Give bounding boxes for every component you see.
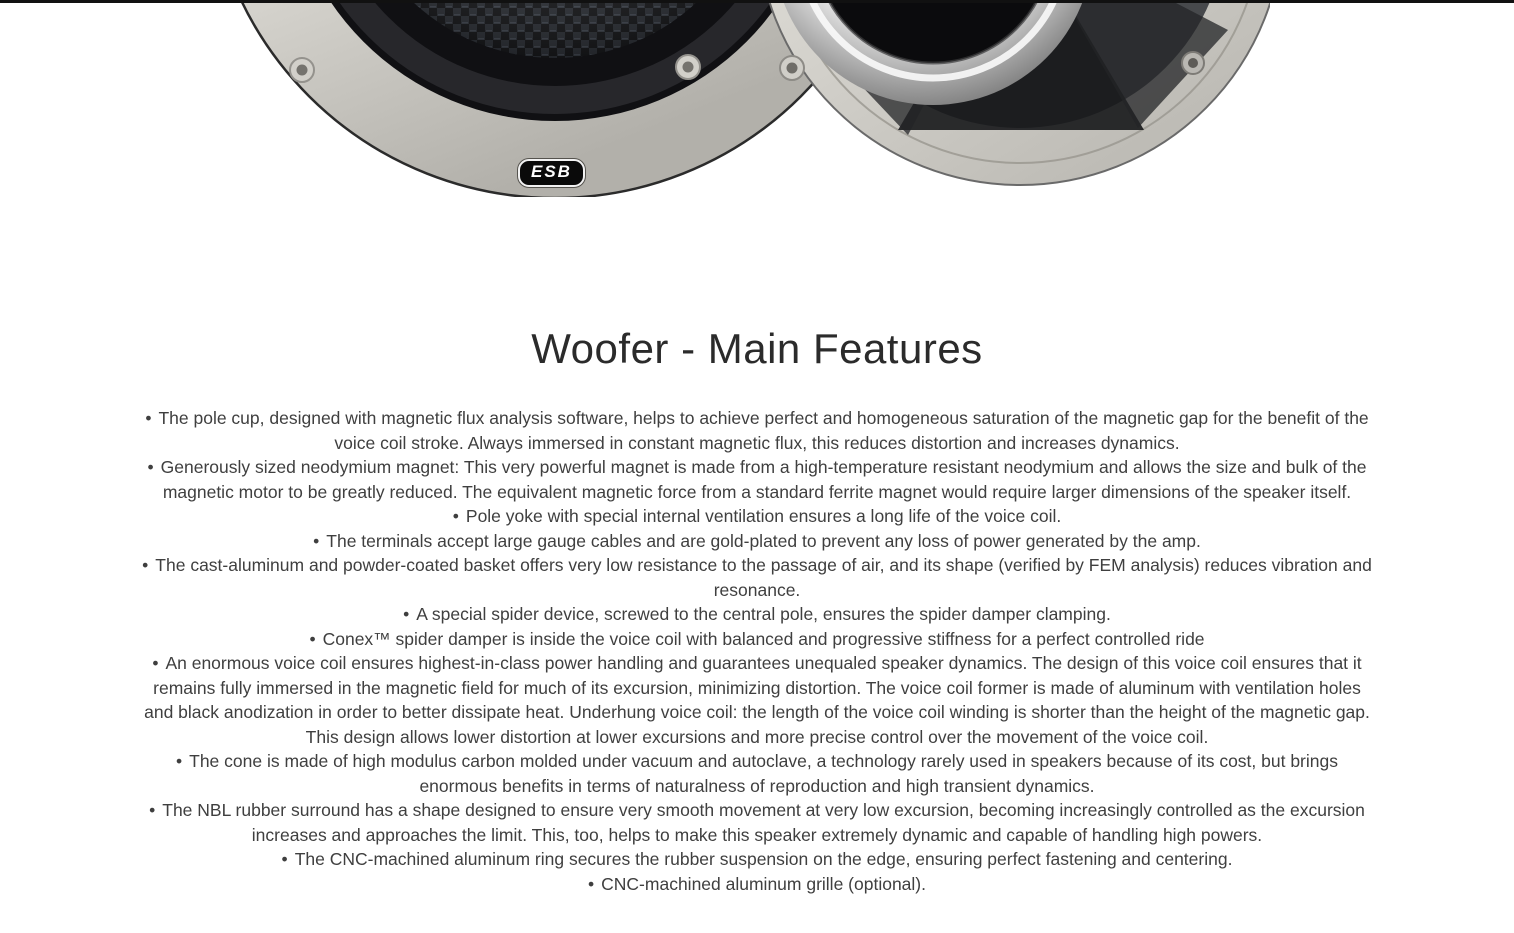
esb-logo-badge — [518, 159, 585, 187]
feature-text: The CNC-machined aluminum ring secures the rubber suspension on the edge, ensuring perfect fastening and centering. — [294, 849, 1233, 869]
bullet-icon: • — [145, 408, 152, 428]
feature-item — [137, 553, 1377, 602]
feature-item — [137, 602, 1377, 627]
feature-text: A special spider device, screwed to the central pole, ensures the spider damper clamping. — [416, 604, 1111, 624]
feature-item — [137, 529, 1377, 554]
top-border-line — [0, 0, 1514, 3]
feature-item — [137, 872, 1377, 897]
feature-item — [137, 406, 1377, 455]
woofer-rear-photo — [758, 0, 1270, 197]
feature-text: Conex™ spider damper is inside the voice coil with balanced and progressive stiffness for a perfect controlled ride — [322, 628, 1205, 649]
features-list — [137, 406, 1377, 896]
bullet-icon: • — [142, 555, 149, 575]
feature-text: The NBL rubber surround has a shape designed to ensure very smooth movement at very low excursion, becoming increasingly controlled as the excursion increases and approaches the limit. This, too, helps to make this speaker extremely dynamic and capable of handling high powers. — [162, 800, 1365, 845]
main-content — [0, 325, 1514, 896]
bullet-icon: • — [309, 628, 316, 649]
feature-text: The cone is made of high modulus carbon molded under vacuum and autoclave, a technology rarely used in speakers because of its cost, but brings enormous benefits in terms of naturalness of reproduction and high transient dynamics. — [189, 751, 1338, 796]
feature-item — [137, 847, 1377, 872]
feature-item — [137, 749, 1377, 798]
bullet-icon: • — [588, 873, 595, 894]
feature-text: The cast-aluminum and powder-coated basket offers very low resistance to the passage of air, and its shape (verified by FEM analysis) reduces vibration and resonance. — [155, 555, 1372, 600]
feature-item — [137, 798, 1377, 847]
product-photo-strip — [0, 0, 1514, 197]
esb-logo-text: ESB — [531, 162, 572, 181]
page-title: Woofer - Main Features — [531, 325, 983, 372]
feature-text: CNC-machined aluminum grille (optional). — [601, 873, 926, 894]
bullet-icon: • — [403, 604, 410, 624]
bullet-icon: • — [313, 530, 320, 551]
feature-text: An enormous voice coil ensures highest-in-class power handling and guarantees unequaled speaker dynamics. The design of this voice coil ensures that it remains fully immersed in the magnetic field for much of its excursion, minimizing distortion. The voice coil former is made of aluminum with ventilation holes and black anodization in order to better dissipate heat. Underhung voice coil: the length of the voice coil winding is shorter than the height of the magnetic gap. This design allows lower distortion at lower excursions and more precise control over the movement of the voice coil. — [144, 653, 1370, 747]
feature-text: The pole cup, designed with magnetic flux analysis software, helps to achieve perfect and homogeneous saturation of the magnetic gap for the benefit of the voice coil stroke. Always immersed in constant magnetic flux, this reduces distortion and increases dynamics. — [158, 408, 1369, 453]
bullet-icon: • — [281, 849, 288, 869]
feature-text: Generously sized neodymium magnet: This very powerful magnet is made from a high-temperature resistant neodymium and allows the size and bulk of the magnetic motor to be greatly reduced. The equivalent magnetic force from a standard ferrite magnet would require larger dimensions of the speaker itself. — [160, 457, 1367, 502]
feature-item — [137, 651, 1377, 749]
bullet-icon: • — [152, 653, 159, 673]
bullet-icon: • — [147, 457, 154, 477]
bullet-icon: • — [452, 506, 459, 526]
feature-text: Pole yoke with special internal ventilation ensures a long life of the voice coil. — [465, 506, 1062, 526]
feature-item — [137, 504, 1377, 529]
bullet-icon: • — [149, 800, 156, 820]
bullet-icon: • — [175, 751, 183, 771]
feature-item — [137, 455, 1377, 504]
feature-item — [137, 627, 1377, 652]
feature-text: The terminals accept large gauge cables and are gold-plated to prevent any loss of power generated by the amp. — [326, 530, 1201, 551]
